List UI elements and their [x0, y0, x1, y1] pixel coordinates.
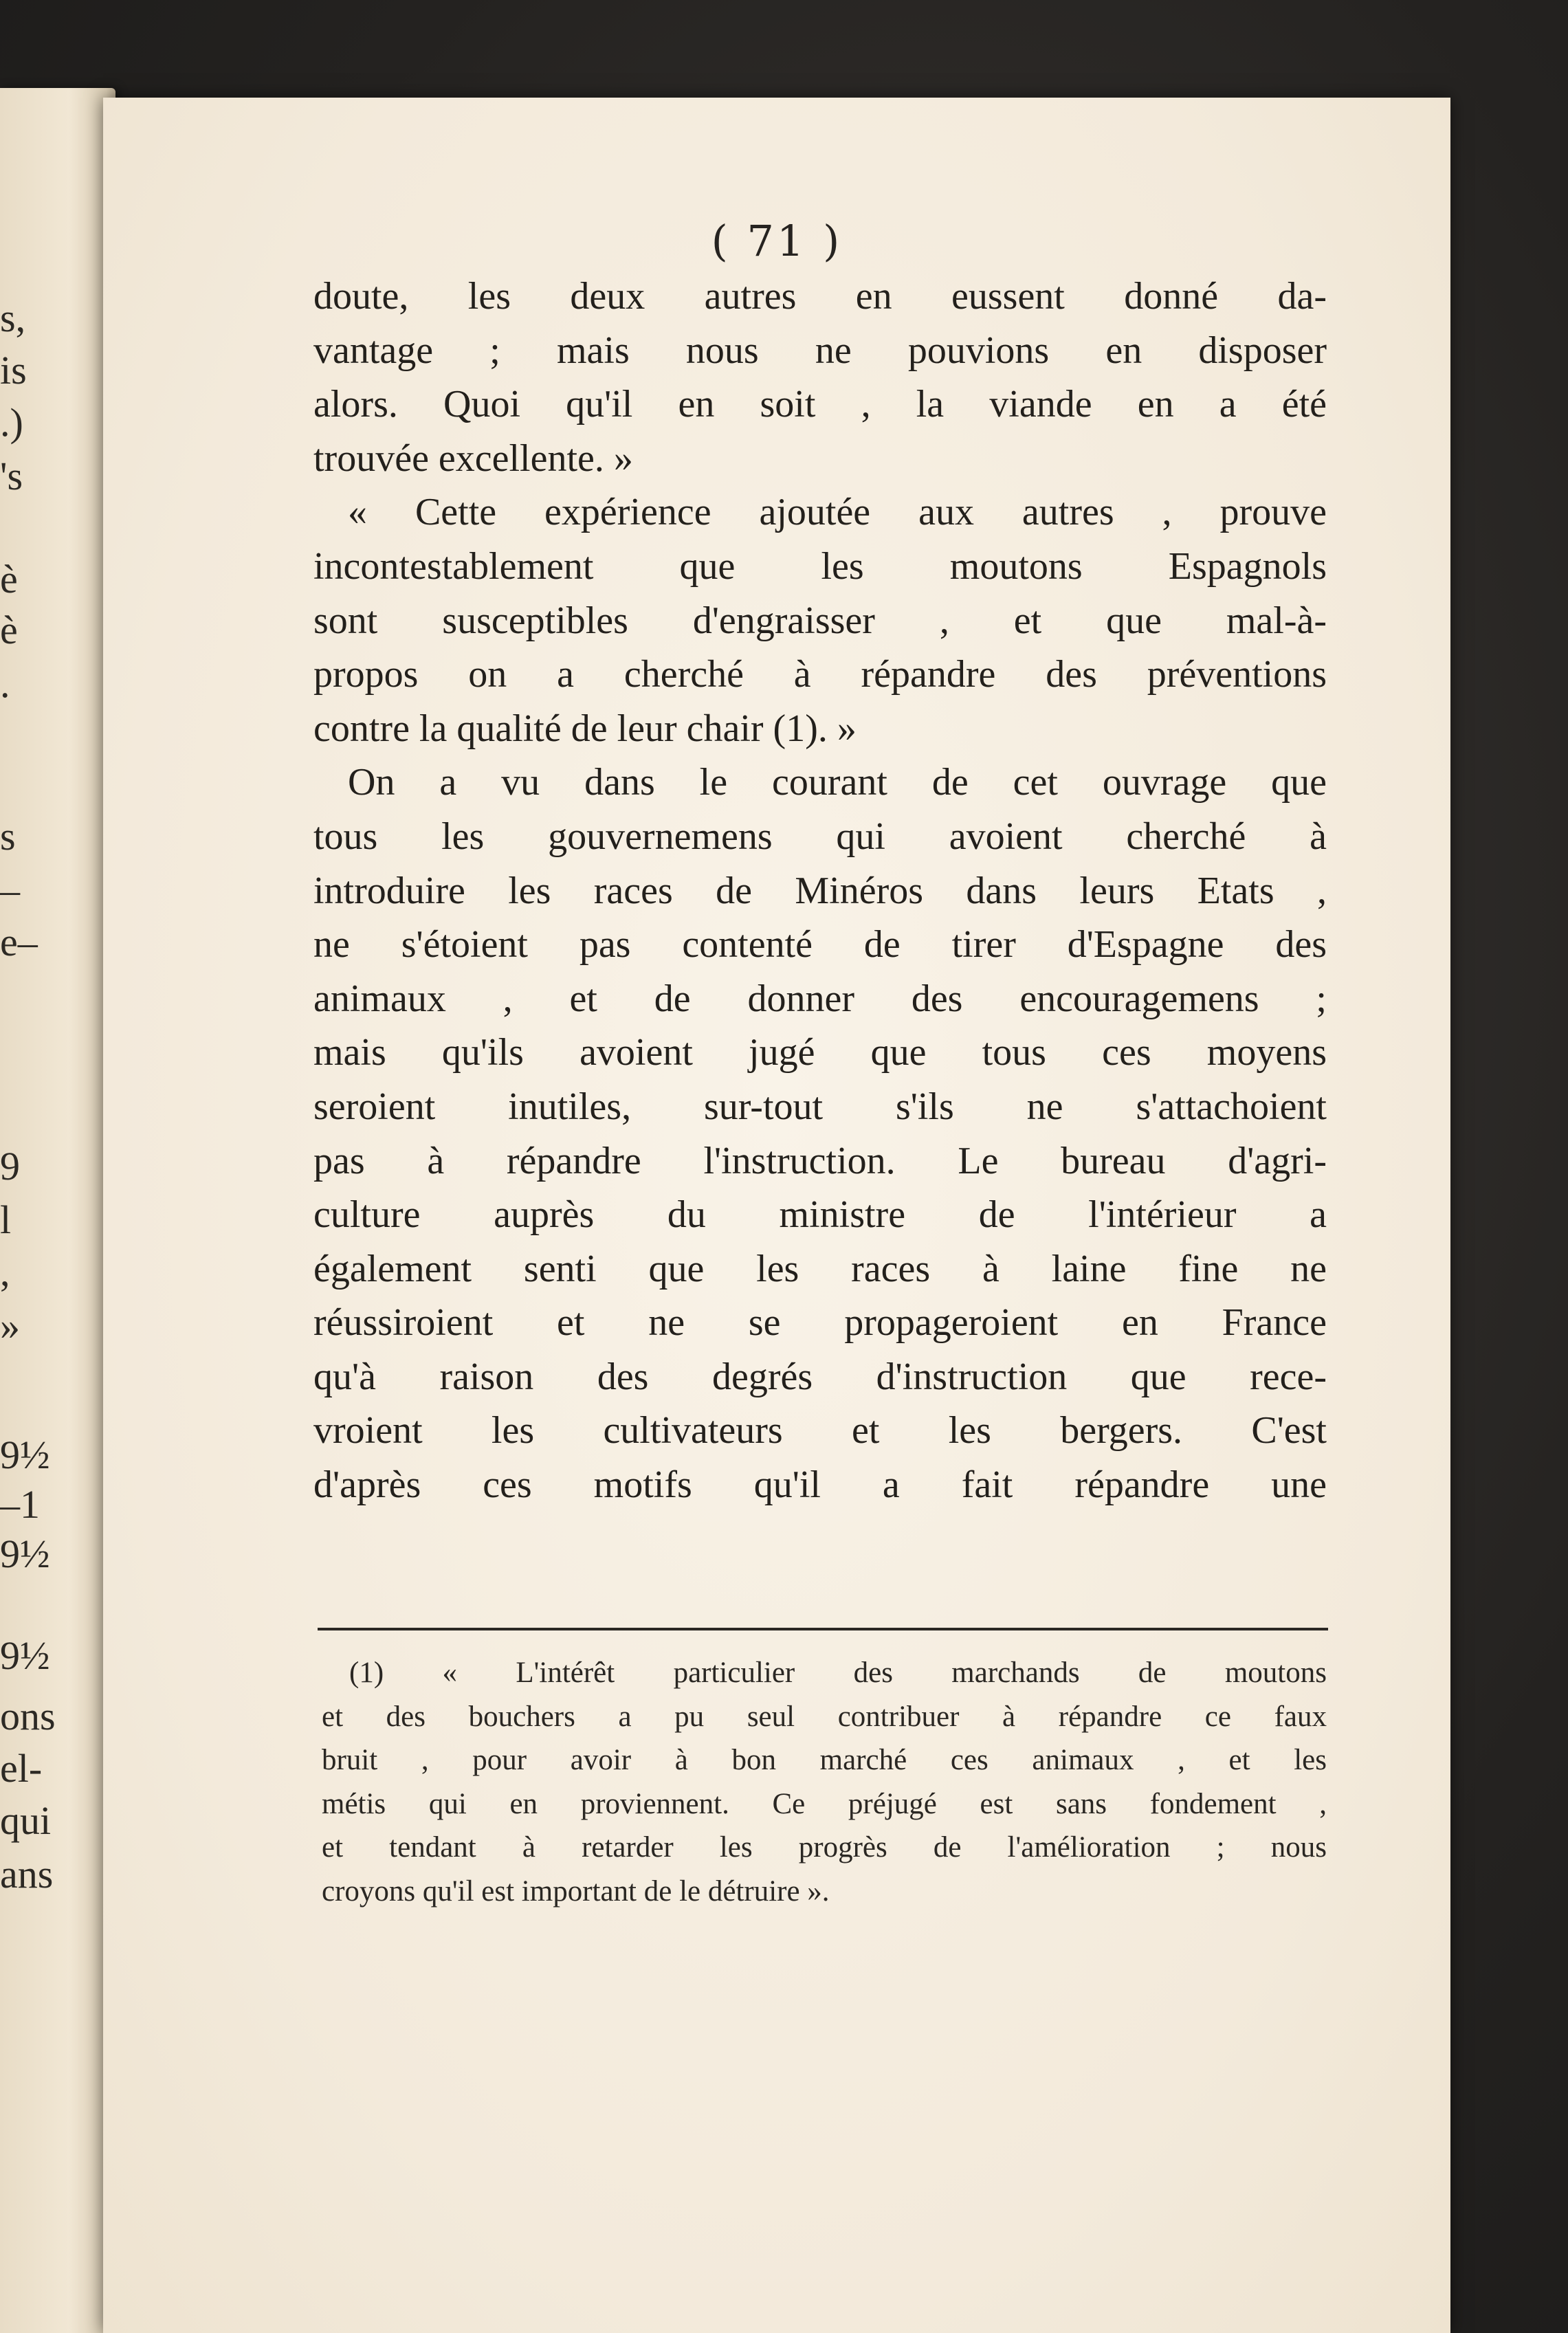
body-text	[313, 269, 1327, 1512]
margin-fragment: s	[0, 814, 16, 859]
text-line: pas à répandre l'instruction. Le bureau d'agri-	[313, 1139, 1327, 1182]
margin-fragment: s,	[0, 296, 26, 340]
footnote-line: et des bouchers a pu seul contribuer à répandre ce faux	[322, 1700, 1327, 1733]
text-line: vroient les cultivateurs et les bergers. C'est	[313, 1409, 1327, 1452]
margin-fragment: is	[0, 348, 27, 392]
margin-fragment: .	[0, 661, 10, 706]
margin-fragment: »	[0, 1303, 20, 1348]
text-line: On a vu dans le courant de cet ouvrage que	[348, 761, 1327, 804]
footnote-line: croyons qu'il est important de le détruire ».	[322, 1875, 830, 1908]
margin-fragment: –1	[0, 1482, 40, 1527]
text-line: culture auprès du ministre de l'intérieur a	[313, 1193, 1327, 1237]
text-line: également senti que les races à laine fine ne	[313, 1247, 1327, 1290]
text-line: contre la qualité de leur chair (1). »	[313, 707, 857, 750]
margin-fragment: 9	[0, 1144, 20, 1188]
margin-fragment: 9½	[0, 1532, 50, 1576]
text-line: d'après ces motifs qu'il a fait répandre une	[313, 1463, 1327, 1507]
margin-fragment: ,	[0, 1250, 10, 1294]
text-line: seroient inutiles, sur-tout s'ils ne s'attachoient	[313, 1085, 1327, 1128]
margin-fragment: el-	[0, 1746, 43, 1791]
margin-fragment: 9½	[0, 1633, 50, 1678]
text-line: doute, les deux autres en eussent donné da-	[313, 275, 1327, 318]
text-line: ne s'étoient pas contenté de tirer d'Espagne des	[313, 923, 1327, 966]
text-line: mais qu'ils avoient jugé que tous ces moyens	[313, 1031, 1327, 1074]
text-line: propos on a cherché à répandre des préventions	[313, 653, 1327, 696]
margin-fragment: 's	[0, 454, 23, 498]
text-line: qu'à raison des degrés d'instruction que rece-	[313, 1355, 1327, 1398]
text-line: réussiroient et ne se propageroient en France	[313, 1301, 1327, 1345]
book-page	[103, 98, 1450, 2333]
text-line: tous les gouvernemens qui avoient cherché à	[313, 815, 1327, 858]
page-number: ( 71 )	[711, 216, 843, 266]
text-line: animaux , et de donner des encouragemens ;	[313, 977, 1327, 1020]
footnote-line: bruit , pour avoir à bon marché ces animaux , et les	[322, 1744, 1327, 1777]
text-line: sont susceptibles d'engraisser , et que mal-à-	[313, 599, 1327, 642]
margin-fragment: ans	[0, 1852, 54, 1897]
text-line: incontestablement que les moutons Espagnols	[313, 544, 1327, 588]
footnote-divider	[318, 1628, 1328, 1630]
text-line: vantage ; mais nous ne pouvions en disposer	[313, 329, 1327, 372]
text-line: trouvée excellente. »	[313, 436, 633, 480]
text-line: introduire les races de Minéros dans leurs Etats ,	[313, 869, 1327, 912]
previous-page-edge	[0, 88, 115, 2333]
margin-fragment: è	[0, 608, 18, 652]
text-line: alors. Quoi qu'il en soit , la viande en a été	[313, 383, 1327, 426]
margin-fragment: l	[0, 1197, 12, 1242]
margin-fragment: .)	[0, 400, 23, 445]
margin-fragment: 9½	[0, 1433, 50, 1477]
margin-fragment: ons	[0, 1694, 56, 1738]
footnote-line: (1) « L'intérêt particulier des marchands de moutons	[349, 1657, 1327, 1689]
margin-fragment: è	[0, 557, 18, 601]
footnote-line: métis qui en proviennent. Ce préjugé est sans fondement ,	[322, 1787, 1327, 1820]
footnote	[322, 1651, 1327, 1914]
margin-fragment: e–	[0, 920, 38, 964]
margin-fragment: qui	[0, 1798, 52, 1843]
text-line: « Cette expérience ajoutée aux autres , prouve	[348, 491, 1327, 534]
footnote-line: et tendant à retarder les progrès de l'amélioration ; nous	[322, 1831, 1327, 1864]
margin-fragment: –	[0, 867, 20, 912]
